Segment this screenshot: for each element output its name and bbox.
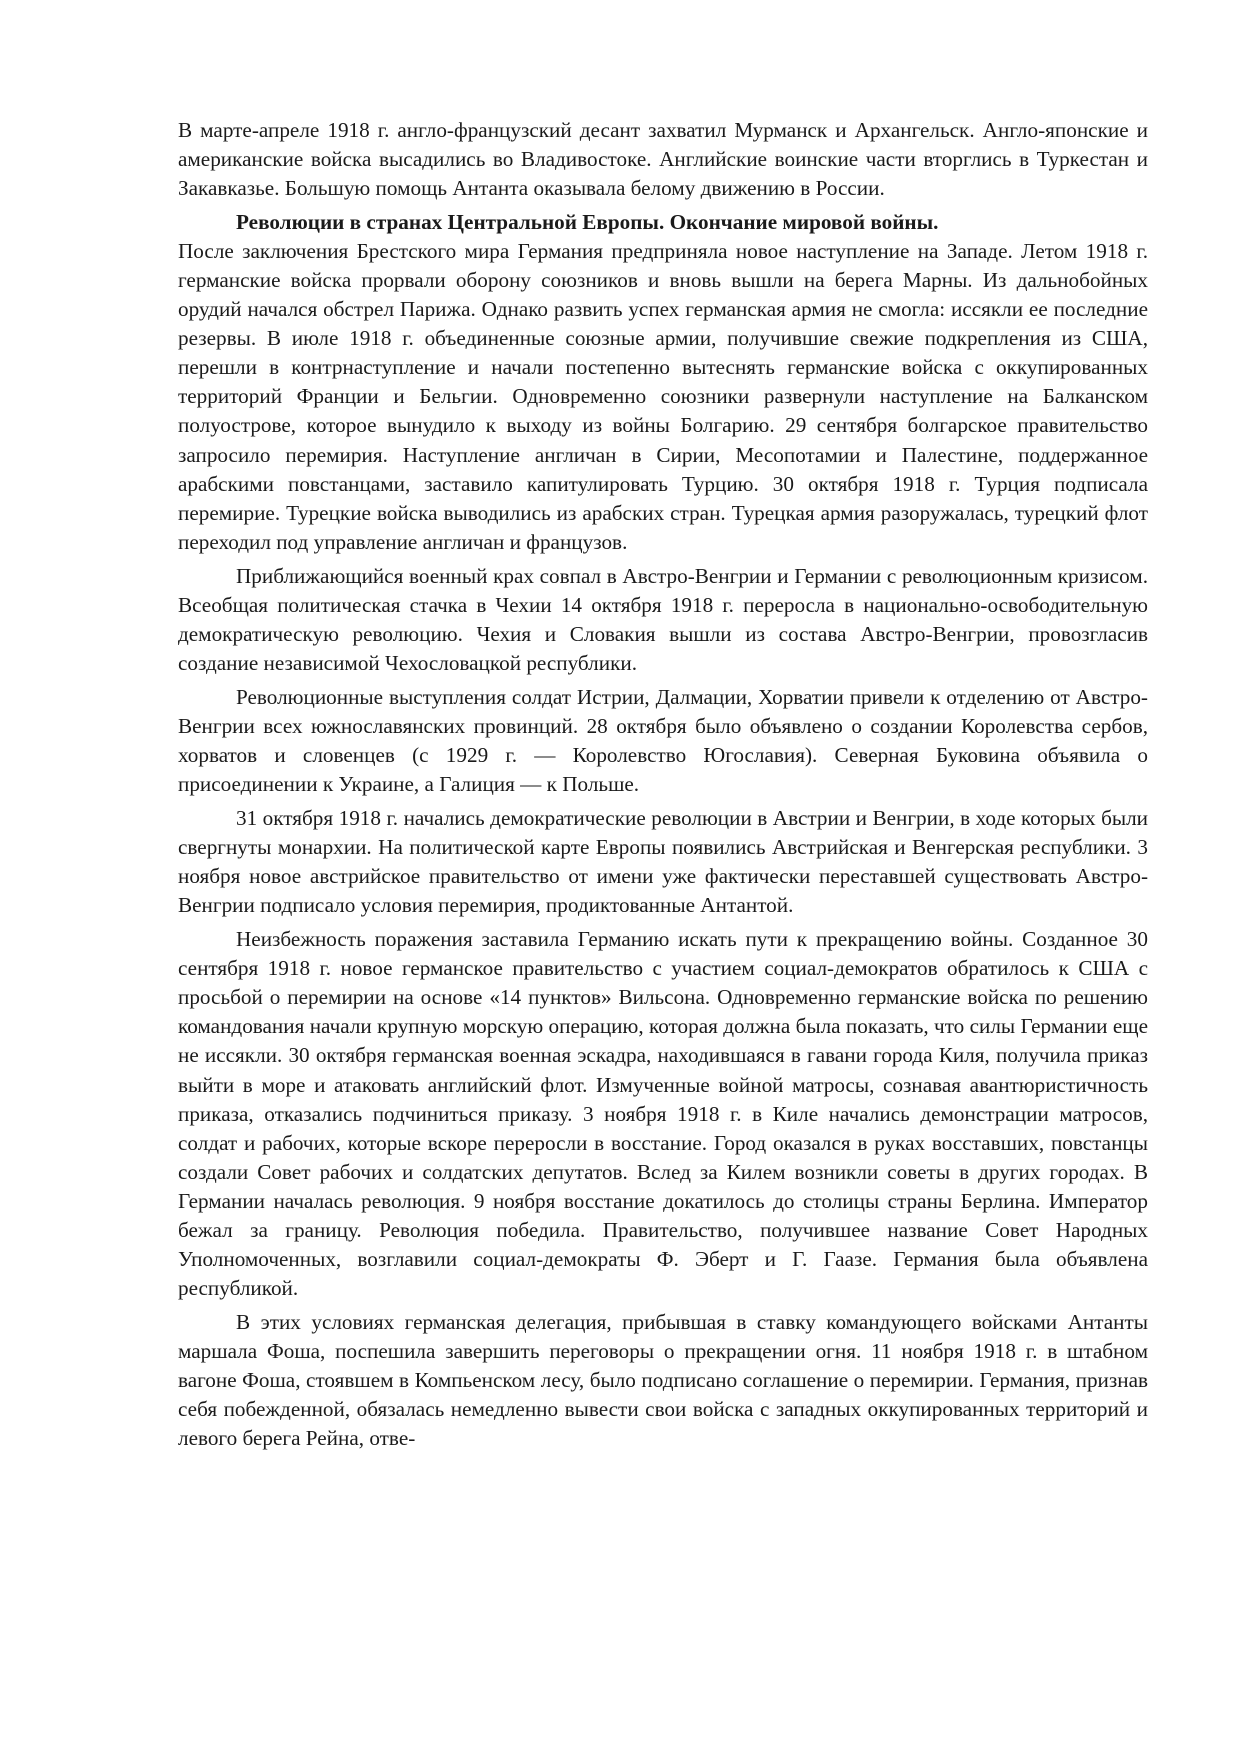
paragraph-7 bbox=[178, 1308, 1148, 1453]
paragraph-4 bbox=[178, 683, 1148, 799]
paragraph-5 bbox=[178, 804, 1148, 920]
paragraph-2 bbox=[178, 208, 1148, 557]
paragraph-text: Революционные выступления солдат Истрии, Далмации, Хорватии привели к отделению от Австро-Венгрии всех южнославянских провинций. 28 октября было объявлено о создании Королевства сербов, хорватов и словенцев (с 1929 г. — Королевство Югославия). Северная Буковина объявила о присоединении к Украине, а Галиция — к Польше. bbox=[178, 684, 1148, 797]
paragraph-text: После заключения Брестского мира Германия предприняла новое наступление на Западе. Летом 1918 г. германские войска прорвали оборону союзников и вновь вышли на берега Марны. Из дальнобойных орудий начался обстрел Парижа. Однако развить успех германская армия не смогла: иссякли ее последние резервы. В июле 1918 г. объединенные союзные армии, получившие свежие подкрепления из США, перешли в контрнаступление и начали постепенно вытеснять германские войска с оккупированных территорий Франции и Бельгии. Одновременно союзники развернули наступление на Балканском полуострове, которое вынудило к выходу из войны Болгарию. 29 сентября болгарское правительство запросило перемирия. Наступление англичан в Сирии, Месопотамии и Палестине, поддержанное арабскими повстанцами, заставило капитулировать Турцию. 30 октября 1918 г. Турция подписала перемирие. Турецкие войска выводились из арабских стран. Турецкая армия разоружалась, турецкий флот переходил под управление англичан и французов. bbox=[178, 239, 1148, 554]
paragraph-text: В марте-апреле 1918 г. англо-французский десант захватил Мурманск и Архангельск. Англо-японские и американские войска высадились во Владивостоке. Английские воинские части вторглись в Туркестан и Закавказье. Большую помощь Антанта оказывала белому движению в России. bbox=[178, 118, 1148, 201]
paragraph-text: 31 октября 1918 г. начались демократические революции в Австрии и Венгрии, в ходе которых были свергнуты монархии. На политической карте Европы появились Австрийская и Венгерская республики. 3 ноября новое австрийское правительство от имени уже фактически переставшей существовать Австро-Венгрии подписало условия перемирия, продиктованные Антантой. bbox=[178, 806, 1148, 918]
paragraph-6 bbox=[178, 925, 1148, 1303]
paragraph-3 bbox=[178, 562, 1148, 678]
section-heading: Революции в странах Центральной Европы. Окончание мировой войны. bbox=[236, 210, 939, 235]
paragraph-text: В этих условиях германская делегация, прибывшая в ставку командующего войсками Антанты маршала Фоша, поспешила завершить переговоры о прекращении огня. 11 ноября 1918 г. в штабном вагоне Фоша, стоявшем в Компьенском лесу, было подписано соглашение о перемирии. Германия, признав себя побежденной, обязалась немедленно вывести свои войска с западных оккупированных территорий и левого берега Рейна, отве- bbox=[178, 1309, 1148, 1451]
paragraph-text: Приближающийся военный крах совпал в Австро-Венгрии и Германии с революционным кризисом. Всеобщая политическая стачка в Чехии 14 октября 1918 г. переросла в национально-освободительную демократическую революцию. Чехия и Словакия вышли из состава Австро-Венгрии, провозгласив создание независимой Чехословацкой республики. bbox=[178, 563, 1148, 675]
paragraph-text: Неизбежность поражения заставила Германию искать пути к прекращению войны. Созданное 30 сентября 1918 г. новое германское правительство с участием социал-демократов обратилось к США с просьбой о перемирии на основе «14 пунктов» Вильсона. Одновременно германские войска по решению командования начали крупную морскую операцию, которая должна была показать, что силы Германии еще не иссякли. 30 октября германская военная эскадра, находившаяся в гавани города Киля, получила приказ выйти в море и атаковать английский флот. Измученные войной матросы, сознавая авантюристичность приказа, отказались подчиниться приказу. 3 ноября 1918 г. в Киле начались демонстрации матросов, солдат и рабочих, которые вскоре переросли в восстание. Город оказался в руках восставших, повстанцы создали Совет рабочих и солдатских депутатов. Вслед за Килем возникли советы в других городах. В Германии началась революция. 9 ноября восстание докатилось до столицы страны Берлина. Император бежал за границу. Революция победила. Правительство, получившее название Совет Народных Уполномоченных, возглавили социал-демократы Ф. Эберт и Г. Гаазе. Германия была объявлена республикой. bbox=[178, 927, 1148, 1300]
paragraph-1 bbox=[178, 116, 1148, 203]
document-page bbox=[178, 116, 1148, 1458]
